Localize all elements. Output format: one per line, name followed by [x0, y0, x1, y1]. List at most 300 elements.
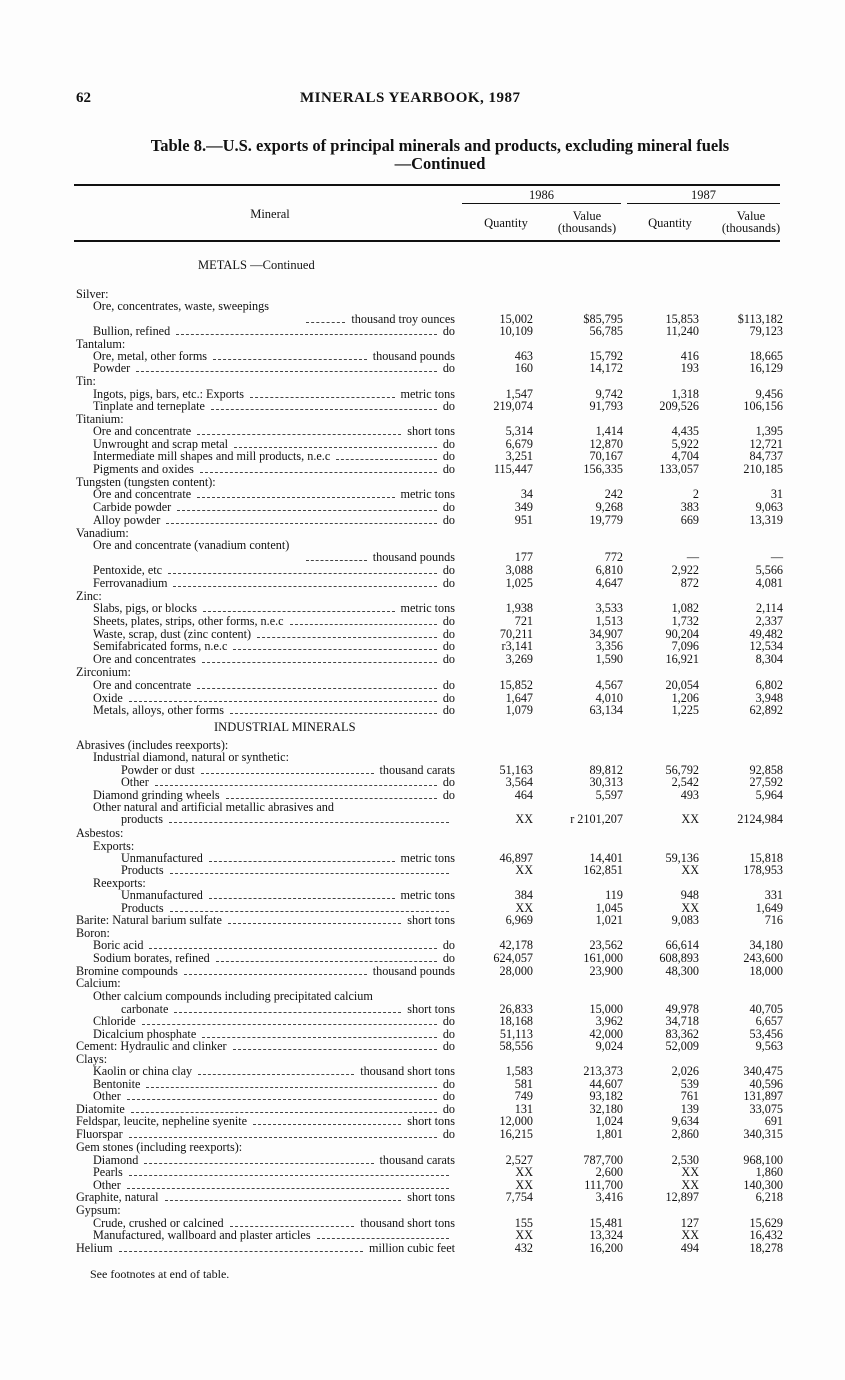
cell-q86: 3,564 — [505, 775, 533, 789]
cell-q86: 1,547 — [505, 387, 533, 401]
dot-leader — [202, 662, 437, 663]
cell-q86: 15,002 — [499, 312, 533, 326]
row-unit: metric tons — [400, 601, 455, 615]
cell-v87: 331 — [764, 888, 783, 902]
dot-leader — [336, 459, 437, 460]
row-label: Diamond grinding wheels — [93, 788, 220, 802]
cell-v87: 340,315 — [743, 1127, 783, 1141]
row-label: Metals, alloys, other forms — [93, 703, 224, 717]
cell-q86: 749 — [514, 1089, 533, 1103]
cell-v87: 5,964 — [755, 788, 783, 802]
dot-leader — [168, 573, 437, 574]
row-label: Unmanufactured — [121, 851, 203, 865]
cell-q87: 493 — [680, 788, 699, 802]
cell-v86: r 2101,207 — [570, 812, 623, 826]
row-label: Zirconium: — [76, 665, 131, 679]
cell-q86: 6,679 — [505, 437, 533, 451]
cell-q86: 131 — [514, 1102, 533, 1116]
cell-q87: XX — [681, 1165, 699, 1179]
row-label: Pigments and oxides — [93, 462, 194, 476]
cell-q86: 464 — [514, 788, 533, 802]
section-heading-metals: METALS —Continued — [198, 258, 315, 272]
dot-leader — [127, 1099, 437, 1100]
cell-q86: 349 — [514, 500, 533, 514]
row-label: Tantalum: — [76, 337, 126, 351]
dot-leader — [211, 409, 437, 410]
cell-q86: 10,109 — [499, 324, 533, 338]
cell-q87: 48,300 — [665, 964, 699, 978]
cell-q87: 608,893 — [659, 951, 699, 965]
cell-q86: XX — [515, 1178, 533, 1192]
cell-q86: 6,969 — [505, 913, 533, 927]
cell-v86: 1,513 — [595, 614, 623, 628]
cell-v86: 89,812 — [589, 763, 623, 777]
dot-leader — [127, 1188, 449, 1189]
cell-v86: 119 — [605, 888, 623, 902]
cell-v87: 84,737 — [749, 449, 783, 463]
row-label: Tinplate and terneplate — [93, 399, 205, 413]
dot-leader — [174, 1012, 401, 1013]
cell-q86: 951 — [514, 513, 533, 527]
cell-q87: XX — [681, 863, 699, 877]
dot-leader — [317, 1238, 449, 1239]
row-unit: short tons — [407, 1002, 455, 1016]
cell-q86: 26,833 — [499, 1002, 533, 1016]
cell-q86: XX — [515, 812, 533, 826]
cell-v87: 15,629 — [749, 1216, 783, 1230]
cell-v86: 19,779 — [589, 513, 623, 527]
cell-q87: 9,083 — [671, 913, 699, 927]
row-unit: thousand carats — [379, 1153, 455, 1167]
cell-q87: 2,922 — [671, 563, 699, 577]
table-row — [0, 325, 845, 338]
cell-q87: 15,853 — [665, 312, 699, 326]
row-label: Alloy powder — [93, 513, 161, 527]
cell-v87: 2,337 — [755, 614, 783, 628]
cell-v86: 14,401 — [589, 851, 623, 865]
cell-q87: 56,792 — [665, 763, 699, 777]
row-label: Ore and concentrate — [93, 487, 192, 501]
cell-v86: 16,200 — [589, 1241, 623, 1255]
row-unit: do — [442, 951, 455, 965]
cell-q86: 1,025 — [505, 576, 533, 590]
table-title-line2: —Continued — [394, 154, 486, 173]
dot-leader — [146, 1087, 436, 1088]
row-label: Ore, concentrates, waste, sweepings — [93, 299, 269, 313]
row-unit: metric tons — [400, 487, 455, 501]
cell-q87: 383 — [680, 500, 699, 514]
dot-leader — [173, 586, 436, 587]
cell-v87: 9,563 — [755, 1039, 783, 1053]
cell-q86: 34 — [520, 487, 533, 501]
cell-q86: 432 — [514, 1241, 533, 1255]
dot-leader — [203, 611, 395, 612]
row-label: Pentoxide, etc — [93, 563, 163, 577]
row-label: Feldspar, leucite, nepheline syenite — [76, 1114, 248, 1128]
cell-q86: XX — [515, 901, 533, 915]
cell-v87: 716 — [764, 913, 783, 927]
cell-v87: 1,649 — [755, 901, 783, 915]
cell-v87: — — [770, 550, 783, 564]
row-unit: do — [442, 399, 455, 413]
cell-v87: $113,182 — [737, 312, 783, 326]
row-unit: thousand pounds — [372, 964, 455, 978]
dot-leader — [129, 1137, 437, 1138]
dot-leader — [216, 961, 437, 962]
row-unit: do — [442, 703, 455, 717]
row-label: Calcium: — [76, 976, 121, 990]
cell-v86: 23,900 — [589, 964, 623, 978]
cell-v87: 140,300 — [743, 1178, 783, 1192]
cell-v87: 53,456 — [749, 1027, 783, 1041]
value-label: Value — [572, 209, 602, 223]
row-label: Ore, metal, other forms — [93, 349, 208, 363]
row-label: Chloride — [93, 1014, 136, 1028]
dot-leader — [234, 447, 437, 448]
row-unit: do — [442, 1077, 455, 1091]
row-label: Sodium borates, refined — [93, 951, 210, 965]
row-unit: thousand short tons — [360, 1064, 455, 1078]
value-unit-label: (thousands) — [721, 221, 781, 235]
dot-leader — [202, 1037, 437, 1038]
row-unit: thousand troy ounces — [351, 312, 455, 326]
table-row — [0, 1090, 845, 1103]
row-label: Oxide — [93, 691, 123, 705]
cell-v86: 91,793 — [589, 399, 623, 413]
row-label: Bromine compounds — [76, 964, 178, 978]
row-label: Kaolin or china clay — [93, 1064, 193, 1078]
row-unit: thousand pounds — [372, 349, 455, 363]
row-label: Boric acid — [93, 938, 144, 952]
column-header-quantity-1987: Quantity — [648, 216, 692, 230]
table-row — [0, 577, 845, 590]
cell-v87: 340,475 — [743, 1064, 783, 1078]
cell-v87: 5,566 — [755, 563, 783, 577]
cell-v86: 3,962 — [595, 1014, 623, 1028]
cell-q87: 416 — [680, 349, 699, 363]
cell-v87: 106,156 — [743, 399, 783, 413]
column-header-quantity-1986: Quantity — [484, 216, 528, 230]
row-unit: do — [442, 361, 455, 375]
cell-q87: XX — [681, 901, 699, 915]
dot-leader — [228, 923, 401, 924]
cell-q86: XX — [515, 1228, 533, 1242]
row-label: Unmanufactured — [121, 888, 203, 902]
cell-v86: 63,134 — [589, 703, 623, 717]
cell-q86: 18,168 — [499, 1014, 533, 1028]
row-label: Products — [121, 863, 164, 877]
cell-v87: 18,278 — [749, 1241, 783, 1255]
cell-q87: 90,204 — [665, 627, 699, 641]
row-unit: do — [442, 1127, 455, 1141]
dot-leader — [233, 649, 436, 650]
cell-v87: 9,456 — [755, 387, 783, 401]
row-unit: do — [442, 614, 455, 628]
row-unit: do — [442, 437, 455, 451]
cell-v87: 210,185 — [743, 462, 783, 476]
dot-leader — [290, 624, 437, 625]
row-label: Cement: Hydraulic and clinker — [76, 1039, 227, 1053]
row-label: Intermediate mill shapes and mill products, n.e.c — [93, 449, 331, 463]
table-row — [0, 362, 845, 375]
cell-v87: 178,953 — [743, 863, 783, 877]
table-row — [0, 400, 845, 413]
cell-q86: 384 — [514, 888, 533, 902]
cell-q86: XX — [515, 1165, 533, 1179]
cell-v87: 691 — [764, 1114, 783, 1128]
dot-leader — [136, 371, 437, 372]
cell-v87: 12,534 — [749, 639, 783, 653]
dot-leader — [209, 898, 395, 899]
cell-q87: 761 — [680, 1089, 699, 1103]
row-unit: do — [442, 1014, 455, 1028]
row-label: Graphite, natural — [76, 1190, 159, 1204]
cell-v87: 49,482 — [749, 627, 783, 641]
cell-q87: 1,082 — [671, 601, 699, 615]
row-label: Titanium: — [76, 412, 124, 426]
cell-v87: 6,657 — [755, 1014, 783, 1028]
cell-q86: 16,215 — [499, 1127, 533, 1141]
dot-leader — [213, 359, 367, 360]
cell-q86: 177 — [514, 550, 533, 564]
dot-leader — [201, 773, 374, 774]
row-label: Industrial diamond, natural or synthetic: — [93, 750, 289, 764]
row-label: Pearls — [93, 1165, 123, 1179]
cell-v86: 1,414 — [595, 424, 623, 438]
cell-q87: 1,318 — [671, 387, 699, 401]
cell-v86: 161,000 — [583, 951, 623, 965]
cell-q86: 2,527 — [505, 1153, 533, 1167]
cell-q86: r3,141 — [501, 639, 533, 653]
row-label: Other calcium compounds including precipitated calcium — [93, 989, 373, 1003]
dot-leader — [144, 1163, 373, 1164]
row-label: Fluorspar — [76, 1127, 123, 1141]
row-label: Gem stones (including reexports): — [76, 1140, 243, 1154]
cell-q86: 12,000 — [499, 1114, 533, 1128]
column-header-year-1986: 1986 — [529, 188, 554, 202]
row-label: Slabs, pigs, or blocks — [93, 601, 197, 615]
row-label: Unwrought and scrap metal — [93, 437, 229, 451]
cell-v86: 213,373 — [583, 1064, 623, 1078]
running-head: MINERALS YEARBOOK, 1987 — [300, 90, 521, 106]
cell-v86: 1,021 — [595, 913, 623, 927]
cell-v87: 15,818 — [749, 851, 783, 865]
row-label: Gypsum: — [76, 1203, 121, 1217]
row-unit: million cubic feet — [369, 1241, 455, 1255]
dot-leader — [230, 1226, 355, 1227]
dot-leader — [169, 822, 449, 823]
cell-q86: 70,211 — [499, 627, 533, 641]
cell-q86: XX — [515, 863, 533, 877]
row-label: Bullion, refined — [93, 324, 171, 338]
cell-v86: 93,182 — [589, 1089, 623, 1103]
row-unit: do — [442, 938, 455, 952]
cell-q86: 15,852 — [499, 678, 533, 692]
cell-v86: 44,607 — [589, 1077, 623, 1091]
row-unit: metric tons — [400, 387, 455, 401]
cell-v86: 23,562 — [589, 938, 623, 952]
dot-leader — [197, 434, 401, 435]
cell-q87: 872 — [680, 576, 699, 590]
cell-q87: 4,435 — [671, 424, 699, 438]
cell-q87: 34,718 — [665, 1014, 699, 1028]
dot-leader — [184, 974, 367, 975]
row-label: products — [121, 812, 163, 826]
cell-q87: 133,057 — [659, 462, 699, 476]
cell-q86: 3,251 — [505, 449, 533, 463]
cell-v86: 5,597 — [595, 788, 623, 802]
cell-v87: 16,432 — [749, 1228, 783, 1242]
dot-leader — [198, 1074, 354, 1075]
row-unit: do — [442, 576, 455, 590]
cell-q87: 2,860 — [671, 1127, 699, 1141]
cell-v86: 2,600 — [595, 1165, 623, 1179]
row-label: Asbestos: — [76, 826, 124, 840]
row-unit: thousand short tons — [360, 1216, 455, 1230]
row-label: Clays: — [76, 1052, 108, 1066]
cell-q87: XX — [681, 1228, 699, 1242]
cell-q87: 59,136 — [665, 851, 699, 865]
row-label: Products — [121, 901, 164, 915]
dot-leader — [166, 523, 436, 524]
row-label: Other — [93, 1178, 121, 1192]
row-unit: do — [442, 627, 455, 641]
table-row — [0, 679, 845, 692]
cell-q87: 1,206 — [671, 691, 699, 705]
row-label: Ore and concentrate — [93, 424, 192, 438]
table-row — [0, 1191, 845, 1204]
cell-q86: 3,088 — [505, 563, 533, 577]
cell-v86: 15,481 — [589, 1216, 623, 1230]
dot-leader — [233, 1049, 437, 1050]
row-label: Manufactured, wallboard and plaster articles — [93, 1228, 311, 1242]
cell-q86: 581 — [514, 1077, 533, 1091]
cell-q86: 7,754 — [505, 1190, 533, 1204]
cell-q86: 155 — [514, 1216, 533, 1230]
row-label: Reexports: — [93, 876, 146, 890]
cell-q87: XX — [681, 812, 699, 826]
cell-v87: 8,304 — [755, 652, 783, 666]
dot-leader — [197, 497, 394, 498]
cell-q86: 115,447 — [493, 462, 533, 476]
cell-v87: 2124,984 — [737, 812, 783, 826]
table-title-line1: Table 8.—U.S. exports of principal minerals and products, excluding mineral fuels — [150, 136, 730, 155]
cell-q86: 51,163 — [499, 763, 533, 777]
cell-q86: 5,314 — [505, 424, 533, 438]
cell-q87: XX — [681, 1178, 699, 1192]
cell-v86: 4,567 — [595, 678, 623, 692]
row-unit: do — [442, 639, 455, 653]
cell-v87: 62,892 — [749, 703, 783, 717]
column-header-mineral: Mineral — [250, 207, 290, 221]
row-label: Other natural and artificial metallic abrasives and — [93, 800, 334, 814]
cell-q87: 12,897 — [665, 1190, 699, 1204]
cell-v86: 787,700 — [583, 1153, 623, 1167]
cell-v86: 3,416 — [595, 1190, 623, 1204]
cell-v86: 3,356 — [595, 639, 623, 653]
cell-q87: 139 — [680, 1102, 699, 1116]
cell-v86: 111,700 — [584, 1178, 623, 1192]
cell-q87: 669 — [680, 513, 699, 527]
cell-v87: 12,721 — [749, 437, 783, 451]
cell-q86: 58,556 — [499, 1039, 533, 1053]
cell-q87: 127 — [680, 1216, 699, 1230]
row-label: Diamond — [93, 1153, 139, 1167]
row-label: Ore and concentrates — [93, 652, 196, 666]
cell-q87: 20,054 — [665, 678, 699, 692]
cell-q87: 1,732 — [671, 614, 699, 628]
dot-leader — [129, 1175, 449, 1176]
row-unit: do — [442, 1027, 455, 1041]
value-label: Value — [736, 209, 766, 223]
cell-v86: 1,590 — [595, 652, 623, 666]
cell-q87: 16,921 — [665, 652, 699, 666]
cell-v86: 34,907 — [589, 627, 623, 641]
dot-leader — [306, 560, 367, 561]
cell-q87: 7,096 — [671, 639, 699, 653]
cell-q86: 42,178 — [499, 938, 533, 952]
dot-leader — [250, 397, 395, 398]
cell-v87: 4,081 — [755, 576, 783, 590]
cell-v86: 1,045 — [595, 901, 623, 915]
row-unit: thousand carats — [379, 763, 455, 777]
cell-q87: 83,362 — [665, 1027, 699, 1041]
cell-v87: 243,600 — [743, 951, 783, 965]
cell-v86: 9,268 — [595, 500, 623, 514]
row-label: Other — [93, 1089, 121, 1103]
dot-leader — [119, 1251, 363, 1252]
row-label: Powder or dust — [121, 763, 195, 777]
row-unit: do — [442, 513, 455, 527]
cell-q86: 46,897 — [499, 851, 533, 865]
cell-v87: 16,129 — [749, 361, 783, 375]
dot-leader — [155, 785, 437, 786]
column-header-year-1987: 1987 — [691, 188, 716, 202]
dot-leader — [253, 1124, 401, 1125]
cell-q86: 624,057 — [493, 951, 533, 965]
row-label: Boron: — [76, 926, 110, 940]
cell-q87: 49,978 — [665, 1002, 699, 1016]
cell-v86: 42,000 — [589, 1027, 623, 1041]
row-label: Semifabricated forms, n.e.c — [93, 639, 228, 653]
value-unit-label: (thousands) — [557, 221, 617, 235]
table-row — [0, 1242, 845, 1255]
cell-q87: 11,240 — [665, 324, 699, 338]
row-unit: short tons — [407, 913, 455, 927]
cell-q87: 209,526 — [659, 399, 699, 413]
row-label: Silver: — [76, 287, 109, 301]
cell-q87: 4,704 — [671, 449, 699, 463]
row-label: Tungsten (tungsten content): — [76, 475, 216, 489]
cell-q86: 3,269 — [505, 652, 533, 666]
cell-v87: 2,114 — [756, 601, 783, 615]
row-label: Dicalcium phosphate — [93, 1027, 197, 1041]
cell-v87: 40,705 — [749, 1002, 783, 1016]
cell-q87: 2,530 — [671, 1153, 699, 1167]
cell-q86: 1,938 — [505, 601, 533, 615]
cell-v87: 18,665 — [749, 349, 783, 363]
dot-leader — [176, 334, 437, 335]
cell-q87: 494 — [680, 1241, 699, 1255]
cell-v87: 3,948 — [755, 691, 783, 705]
cell-v86: 32,180 — [589, 1102, 623, 1116]
cell-v86: 6,810 — [595, 563, 623, 577]
cell-v87: 92,858 — [749, 763, 783, 777]
row-unit: do — [442, 324, 455, 338]
row-unit: do — [442, 462, 455, 476]
cell-v86: 70,167 — [589, 449, 623, 463]
cell-v86: $85,795 — [583, 312, 623, 326]
